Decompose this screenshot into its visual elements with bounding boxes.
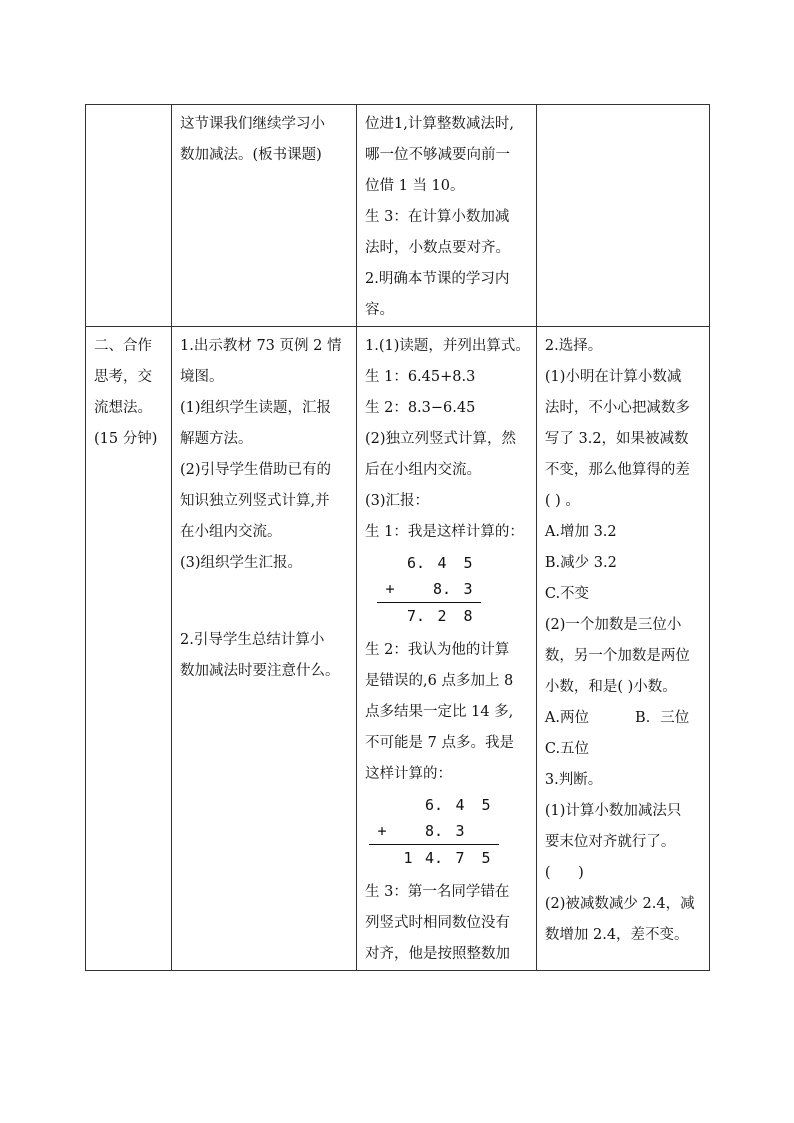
stage-cell: [86, 105, 172, 327]
text-line: (1)组织学生读题，汇报: [180, 400, 332, 416]
text-line: 哪一位不够减要向前一: [365, 147, 510, 163]
student-activity-cell: [357, 105, 537, 327]
text-line: 解题方法。: [180, 431, 253, 447]
calc-digit: 4: [437, 554, 447, 572]
text-line: (2)独立列竖式计算，然: [365, 431, 517, 447]
text-line: 列竖式时相同数位没有: [365, 915, 510, 931]
text-line: 法时，不小心把减数多: [544, 400, 690, 416]
text-line: ( ): [544, 865, 584, 881]
calc-digit: 7.: [406, 607, 426, 625]
calc-digit: [473, 818, 499, 844]
text-line: C.不变: [544, 586, 590, 602]
table-row: [86, 327, 710, 971]
text-line: 要末位对齐就行了。: [544, 834, 676, 850]
text-line: (2)一个加数是三位小: [544, 617, 682, 633]
text-line: 二、合作: [94, 338, 152, 354]
calc-row-mid: [377, 576, 481, 602]
text-line: 2.明确本节课的学习内: [365, 271, 510, 287]
calc-digit: 5: [481, 849, 491, 867]
text-line: 2.选择。: [544, 338, 603, 354]
text-line: 小数，和是( )小数。: [544, 679, 677, 695]
student-activity-cell: [357, 327, 537, 971]
text-line: 是错误的,6 点多加上 8: [365, 673, 514, 689]
calc-digit: 3: [455, 822, 465, 840]
calc-digit: 3: [463, 580, 473, 598]
text-line: 生 1：我是这样计算的：: [365, 524, 524, 540]
calc-digit: 4: [455, 796, 465, 814]
calc-digit: 6.: [424, 796, 444, 814]
plus-sign: +: [385, 580, 395, 598]
text-line: 生 2：8.3−6.45: [365, 400, 476, 416]
calc-digit: [369, 845, 395, 871]
text-line: (3)汇报：: [365, 493, 430, 509]
vertical-calculation-2: [369, 792, 530, 871]
text-line: 在小组内交流。: [180, 524, 282, 540]
calc-digit: [395, 792, 421, 818]
text-line: A.增加 3.2: [544, 524, 617, 540]
calc-row-mid: [369, 818, 499, 844]
calc-digit: 2: [437, 607, 447, 625]
calc-row-top: [377, 550, 481, 576]
text-line: 位进1,计算整数减法时,: [365, 116, 514, 132]
spacer: [180, 579, 350, 625]
text-line: (3)组织学生汇报。: [180, 555, 303, 571]
text-line: 数加减法时要注意什么。: [180, 663, 340, 679]
design-cell: [536, 105, 709, 327]
text-line: 不可能是 7 点多。我是: [365, 735, 514, 751]
teacher-activity-cell: [172, 105, 357, 327]
calc-digit: 8.: [424, 822, 444, 840]
calc-digit: 8: [463, 607, 473, 625]
text-line: 3.判断。: [544, 772, 603, 788]
calc-digit: 6.: [406, 554, 426, 572]
plus-sign: +: [377, 822, 387, 840]
text-line: (2)引导学生借助已有的: [180, 462, 332, 478]
text-line: 数加减法。(板书课题): [180, 147, 322, 163]
text-line: 后在小组内交流。: [365, 462, 481, 478]
calc-digit: 5: [463, 554, 473, 572]
vertical-calculation-1: [377, 550, 530, 629]
text-line: 1.出示教材 73 页例 2 情: [180, 338, 342, 354]
table-row: [86, 105, 710, 327]
text-line: (2)被减数减少 2.4，减: [544, 896, 695, 912]
text-line: 生 2：我认为他的计算: [365, 642, 510, 658]
text-line: (1)小明在计算小数减: [544, 369, 682, 385]
calc-digit: 7: [455, 849, 465, 867]
text-line: 法时，小数点要对齐。: [365, 240, 510, 256]
text-line: 生 3：第一名同学错在: [365, 884, 510, 900]
text-line: B.减少 3.2: [544, 555, 617, 571]
text-line: 生 1：6.45+8.3: [365, 369, 476, 385]
calc-digit: [369, 792, 395, 818]
calc-digit: 1: [403, 849, 413, 867]
text-line: 2.引导学生总结计算小: [180, 632, 325, 648]
teacher-activity-cell: [172, 327, 357, 971]
text-line: (15 分钟): [94, 431, 158, 447]
text-line: C.五位: [544, 741, 590, 757]
text-line: 容。: [365, 302, 394, 318]
calc-row-top: [369, 792, 499, 818]
text-line: 这节课我们继续学习小: [180, 116, 325, 132]
text-line: 生 3：在计算小数加减: [365, 209, 510, 225]
text-line: A.两位 B．三位: [544, 710, 690, 726]
calc-digit: [395, 818, 421, 844]
text-line: 数，另一个加数是两位: [544, 648, 690, 664]
text-line: 点多结果一定比 14 多,: [365, 704, 514, 720]
text-line: 境图。: [180, 369, 224, 385]
calc-row-result: [377, 602, 481, 629]
text-line: 思考，交: [94, 369, 152, 385]
calc-digit: 8.: [432, 580, 452, 598]
calc-digit: 5: [481, 796, 491, 814]
text-line: 知识独立列竖式计算,并: [180, 493, 330, 509]
text-line: 写了 3.2，如果被减数: [544, 431, 689, 447]
text-line: 位借 1 当 10。: [365, 178, 465, 194]
stage-cell: [86, 327, 172, 971]
text-line: 对齐，他是按照整数加: [365, 946, 510, 962]
text-line: ( ) 。: [544, 493, 580, 509]
design-cell: [536, 327, 709, 971]
calc-digit: [403, 576, 429, 602]
text-line: 这样计算的：: [365, 766, 452, 782]
text-line: (1)计算小数加减法只: [544, 803, 682, 819]
text-line: 数增加 2.4，差不变。: [544, 927, 689, 943]
lesson-plan-table: [85, 104, 710, 971]
calc-digit: 4.: [424, 849, 444, 867]
text-line: 不变，那么他算得的差: [544, 462, 690, 478]
text-line: 1.(1)读题，并列出算式。: [365, 338, 530, 354]
text-line: 流想法。: [94, 400, 152, 416]
calc-row-result: [369, 844, 499, 871]
